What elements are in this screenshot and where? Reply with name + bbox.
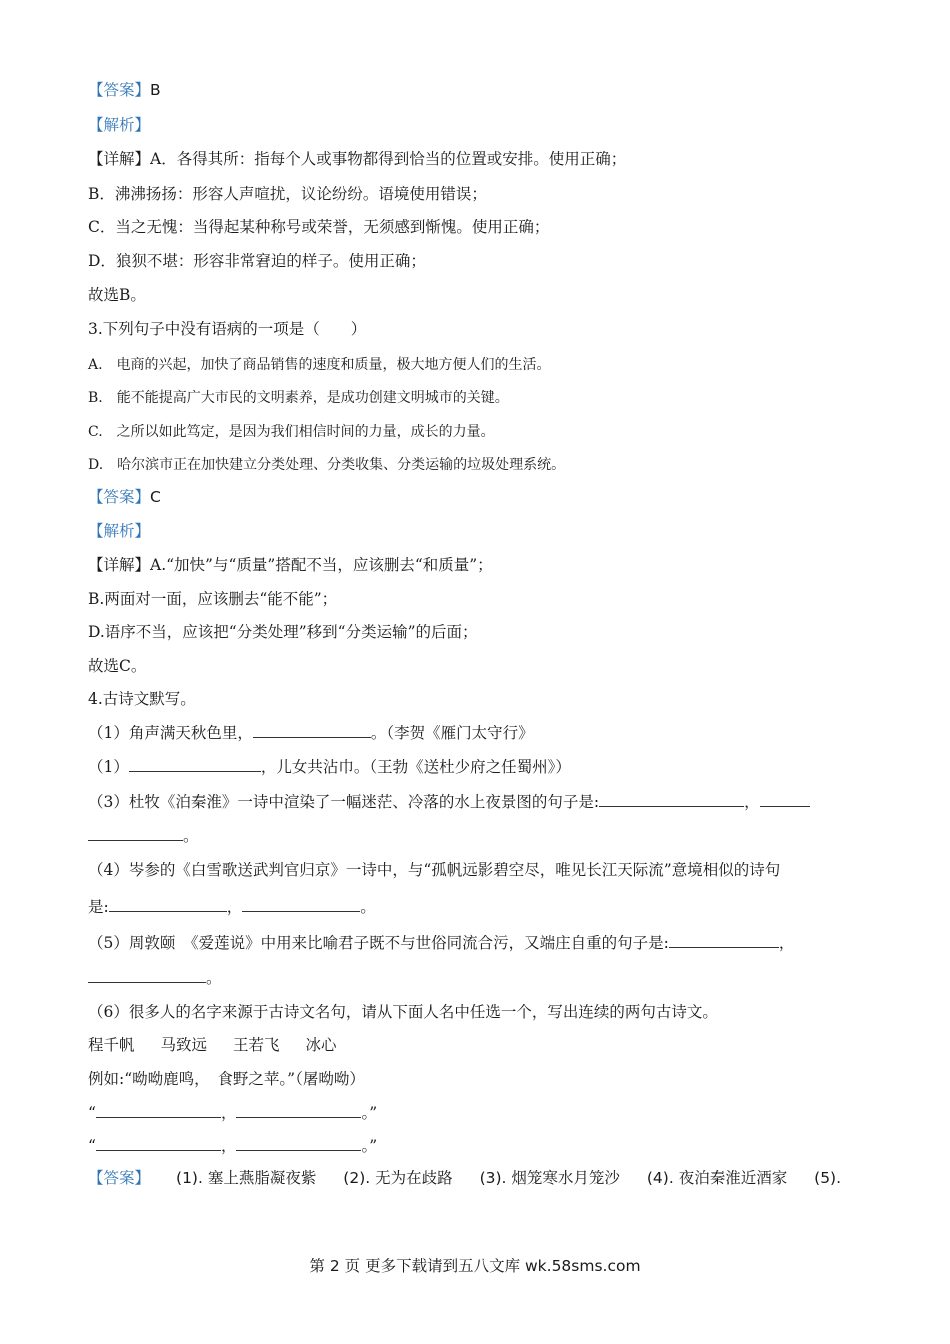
q4-answer-line-2 [88, 1135, 377, 1157]
analysis-tag: 【解析】 [88, 116, 151, 134]
answer-blank [96, 1102, 221, 1118]
q3-option-c: C. 之所以如此笃定，是因为我们相信时间的力量，成长的力量。 [88, 424, 495, 440]
q4-answer-row [88, 1167, 841, 1189]
page-footer: 第 2 页 更多下载请到五八文库 wk.58sms.com [309, 1257, 641, 1275]
q4-answer-line-1 [88, 1102, 377, 1124]
answer-blank [760, 791, 810, 807]
q4-item-4: （4）岑参的《白雪歌送武判官归京》一诗中，与“孤帆远影碧空尽，唯见长江天际流”意境相似的诗句 [88, 861, 781, 879]
answer-value: C [150, 488, 161, 506]
q4-item-5 [88, 932, 794, 954]
item-text: 是: [88, 898, 109, 916]
q3-conclusion: 故选C。 [88, 657, 147, 675]
answer-blank [253, 722, 371, 738]
comma: ， [220, 1104, 237, 1122]
item-text: 。 [206, 969, 222, 987]
q2-detail-c: C．当之无愧：当得起某种称号或荣誉，无须感到惭愧。使用正确； [88, 218, 550, 236]
item-text: （1） [88, 758, 129, 776]
q4-names [88, 1034, 363, 1056]
answer-blank [599, 791, 744, 807]
answer-text: 烟笼寒水月笼沙 [511, 1169, 620, 1187]
q4-item-3-cont [88, 825, 199, 847]
q4-item-1 [88, 722, 534, 744]
item-text: ，儿女共沾巾。（王勃《送杜少府之任蜀州》） [260, 758, 571, 776]
q2-detail-b: B．沸沸扬扬：形容人声喧扰，议论纷纷。语境使用错误； [88, 185, 487, 203]
q4-item-4-cont [88, 896, 376, 918]
detail-tag: 【详解】 [88, 556, 151, 574]
q3-option-b: B. 能不能提高广大市民的文明素养，是成功创建文明城市的关键。 [88, 390, 509, 406]
item-text: （1）角声满天秋色里， [88, 724, 253, 742]
comma: ， [220, 1137, 237, 1155]
q3-stem: 3.下列句子中没有语病的一项是（ ） [88, 320, 367, 338]
quote-mark: 。” [361, 1104, 378, 1122]
q4-item-6: （6）很多人的名字来源于古诗文名句，请从下面人名中任选一个，写出连续的两句古诗文。 [88, 1003, 718, 1021]
answer-blank [242, 896, 360, 912]
detail-tag: 【详解】 [88, 150, 151, 168]
item-text: 。（李贺《雁门太守行》 [370, 724, 534, 742]
answer-blank [109, 896, 227, 912]
q4-example: 例如:“呦呦鹿鸣， 食野之苹。”（屠呦呦） [88, 1070, 365, 1088]
answer-value: B [150, 81, 161, 99]
answer-text: 无为在歧路 [375, 1169, 453, 1187]
item-text: ， [778, 934, 795, 952]
answer-tag: 【答案】 [88, 1169, 151, 1187]
quote-mark: “ [88, 1104, 96, 1122]
answer-num: (3). [479, 1169, 507, 1187]
q4-item-3 [88, 791, 810, 813]
quote-mark: 。” [361, 1137, 378, 1155]
q3-option-d: D. 哈尔滨市正在加快建立分类处理、分类收集、分类运输的垃圾处理系统。 [88, 457, 566, 473]
answer-num: (5). [814, 1169, 842, 1187]
answer-num: (1). [176, 1169, 203, 1187]
q3-detail-a [88, 554, 493, 576]
q2-detail-d: D．狼狈不堪：形容非常窘迫的样子。使用正确； [88, 252, 426, 270]
answer-blank [129, 756, 261, 772]
answer-num: (2). [343, 1169, 371, 1187]
answer-blank [96, 1135, 221, 1151]
name-item: 马致远 [160, 1036, 208, 1054]
answer-num: (4). [646, 1169, 674, 1187]
answer-blank [669, 932, 779, 948]
q2-answer-line [88, 79, 161, 101]
analysis-tag: 【解析】 [88, 522, 151, 540]
q3-answer-line [88, 486, 161, 508]
item-text: （3）杜牧《泊秦淮》一诗中渲染了一幅迷茫、冷落的水上夜景图的句子是: [88, 793, 600, 811]
name-item: 王若飞 [233, 1036, 280, 1054]
answer-tag: 【答案】 [88, 488, 151, 506]
q4-item-5-cont [88, 967, 222, 989]
answer-blank [88, 967, 206, 983]
answer-text: 塞上燕脂凝夜紫 [207, 1169, 317, 1187]
name-item: 程千帆 [88, 1036, 135, 1054]
quote-mark: “ [88, 1137, 96, 1155]
detail-text: A.“加快”与“质量”搭配不当，应该删去“和质量”； [150, 556, 493, 574]
detail-text: A．各得其所：指每个人或事物都得到恰当的位置或安排。使用正确； [150, 150, 627, 168]
q2-conclusion: 故选B。 [88, 286, 146, 304]
q2-detail-a [88, 148, 626, 170]
item-text: 。 [183, 827, 199, 845]
item-text: ， [744, 793, 760, 811]
answer-tag: 【答案】 [88, 81, 151, 99]
answer-text: 夜泊秦淮近酒家 [678, 1169, 788, 1187]
answer-blank [236, 1102, 361, 1118]
q4-item-2 [88, 756, 571, 778]
item-text: 。 [360, 898, 376, 916]
q3-detail-d: D.语序不当，应该把“分类处理”移到“分类运输”的后面； [88, 623, 478, 641]
answer-blank [236, 1135, 361, 1151]
answer-blank [88, 825, 183, 841]
item-text: （5）周敦颐 《爱莲说》中用来比喻君子既不与世俗同流合污，又端庄自重的句子是: [88, 934, 669, 952]
q4-stem: 4.古诗文默写。 [88, 690, 196, 708]
q3-option-a: A. 电商的兴起，加快了商品销售的速度和质量，极大地方便人们的生活。 [88, 357, 551, 373]
q3-detail-b: B.两面对一面，应该删去“能不能”； [88, 590, 338, 608]
name-item: 冰心 [305, 1036, 337, 1054]
item-text: ， [226, 898, 243, 916]
